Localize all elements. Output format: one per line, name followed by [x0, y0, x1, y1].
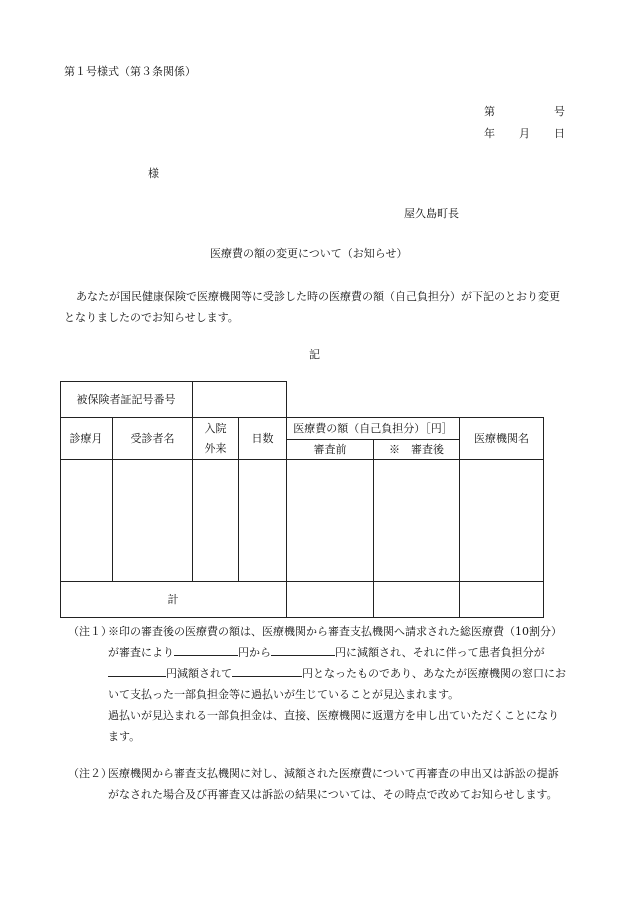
note-1-part-d: 円減額されて — [166, 667, 232, 680]
date-month: 月 — [519, 127, 530, 140]
col-header-month: 診療月 — [69, 432, 103, 445]
note-1-label: （注１） — [68, 625, 112, 638]
blank-reduced-amount — [271, 643, 335, 656]
note-1-part-a: ※印の審査後の医療費の額は、医療機関から審査支払機関へ請求された総医療費（10割分）が審査により — [108, 625, 562, 659]
col-header-inpatient-outpatient — [193, 418, 238, 459]
medical-cost-table — [60, 381, 544, 618]
sender-name: 屋久島町長 — [404, 207, 459, 220]
blank-original-amount — [174, 643, 238, 656]
note-2-label: （注２） — [68, 767, 112, 780]
insured-id-label: 被保険者証記号番号 — [76, 392, 176, 406]
col-header-after: ※ 審査後 — [389, 443, 444, 456]
note-1-paragraph-2: 過払いが見込まれる一部負担金は、直接、医療機関に返還方を申し出ていただくことになります。 — [108, 709, 559, 743]
col-header-days: 日数 — [251, 432, 274, 445]
date-day: 日 — [554, 127, 565, 140]
col-header-patient: 受診者名 — [130, 432, 175, 445]
body-paragraph: あなたが国民健康保険で医療機関等に受診した時の医療費の額（自己負担分）が下記のとおり変更となりましたのでお知らせします。 — [64, 290, 560, 324]
note-1-part-e: 円となったものであり、あなたが医療機関の窓口において支払った一部負担金等に過払いが生じていることが見込まれます。 — [108, 667, 566, 701]
note-1-part-c: 円に減額され、それに伴って患者負担分が — [335, 646, 545, 659]
blank-final-amount — [232, 664, 302, 677]
date-line — [484, 128, 565, 139]
form-number: 第１号様式（第３条関係） — [64, 65, 196, 78]
insured-id-value — [193, 381, 286, 417]
col-header-institution: 医療機関名 — [474, 432, 529, 445]
col-header-inpatient: 入院 — [204, 421, 227, 435]
date-year: 年 — [484, 127, 495, 140]
note-2-text: 医療機関から審査支払機関に対し、減額された医療費について再審査の申出又は訴訟の提訴がなされた場合及び再審査又は訴訟の結果については、その時点で改めてお知らせします。 — [108, 767, 559, 801]
col-header-before: 審査前 — [313, 443, 347, 456]
note-1-text — [108, 621, 568, 705]
blank-reduction-amount — [108, 664, 166, 677]
addressee-honorific: 様 — [148, 167, 159, 180]
document-number-suffix: 号 — [554, 105, 565, 118]
document-number-label: 第 — [484, 105, 495, 118]
total-label: 計 — [167, 593, 179, 606]
note-1-part-b: 円から — [238, 646, 271, 659]
document-subject: 医療費の額の変更について（お知らせ） — [210, 247, 408, 260]
note-1 — [68, 621, 568, 705]
note-2 — [68, 763, 568, 805]
col-header-outpatient: 外来 — [204, 441, 227, 455]
ki-heading: 記 — [309, 348, 320, 361]
col-header-cost: 医療費の額（自己負担分）［円］ — [293, 422, 453, 435]
